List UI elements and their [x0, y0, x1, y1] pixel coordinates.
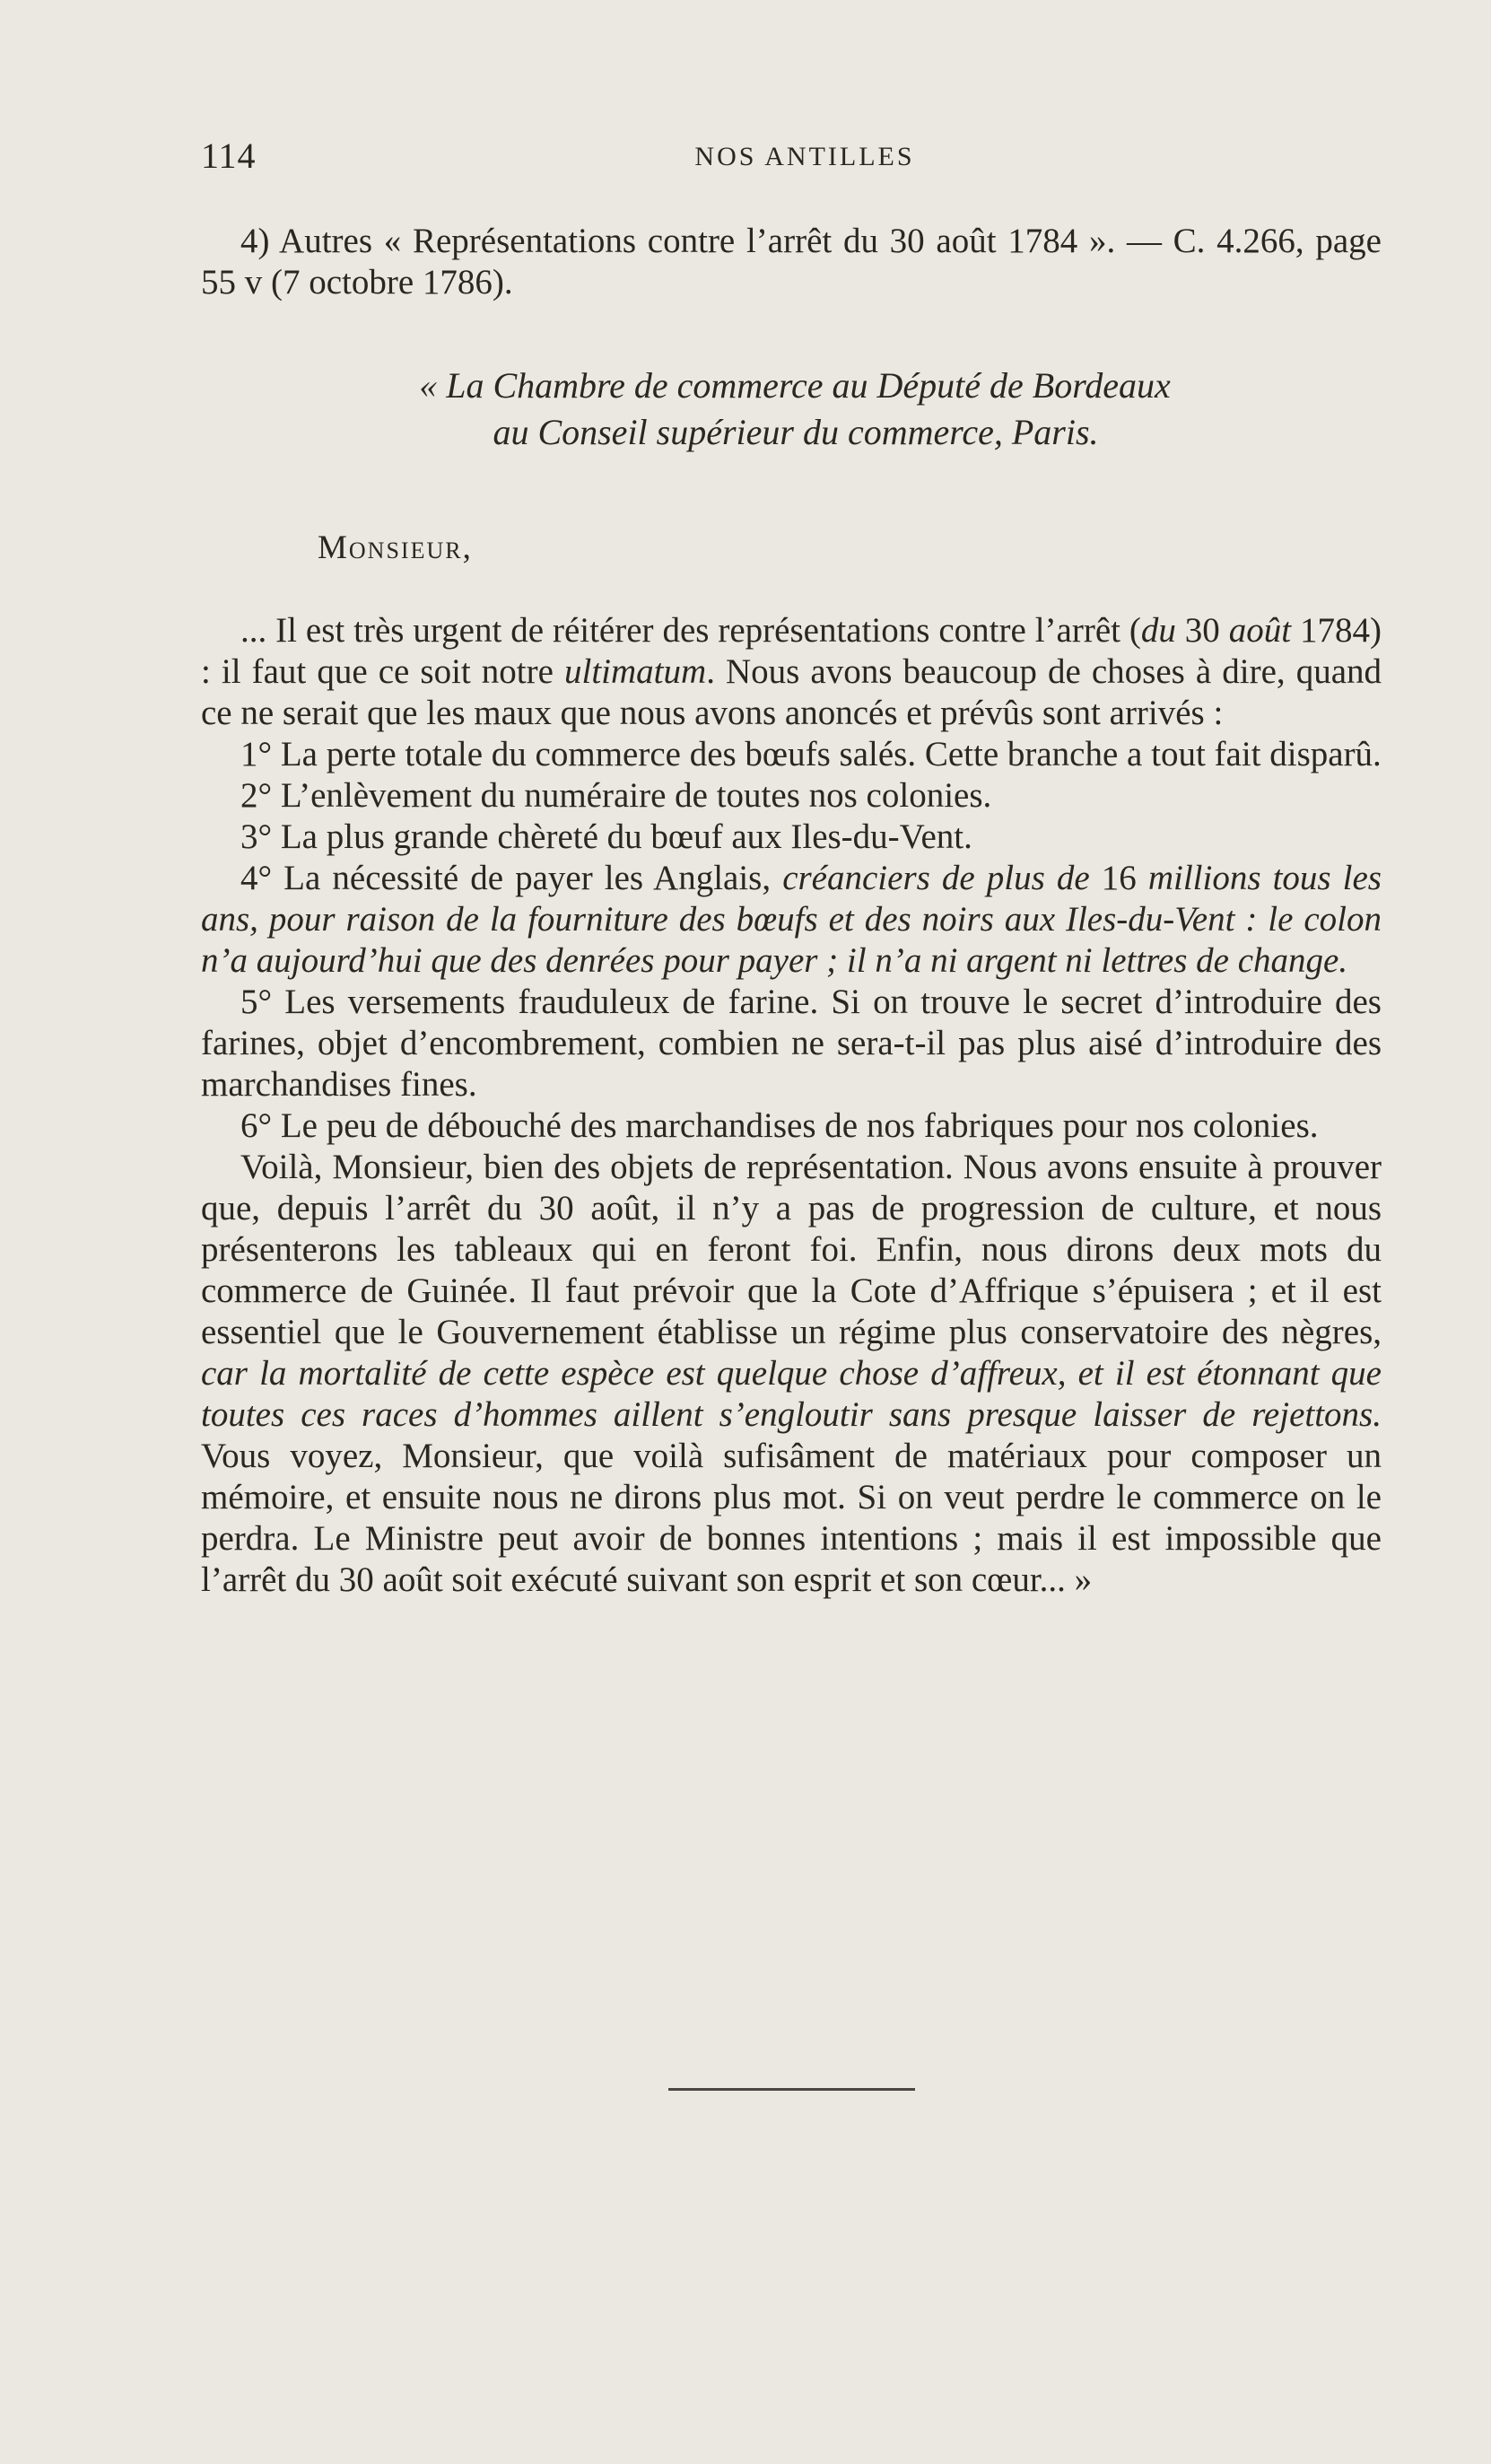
text-segment: 1784) : il faut que ce soit notre	[201, 611, 1382, 691]
salutation: Monsieur,	[318, 529, 473, 566]
text-segment: Voilà, Monsieur, bien des objets de représentation. Nous avons ensuite à prouver que, depuis l’arrêt du 30 août, il n’y a pas de progression de culture, et nous présenterons les tableaux qui en feront foi. Enfin, nous dirons deux mots du commerce de Guinée. Il faut prévoir que la Cote d’Affrique s’épuisera ; et il est essentiel que le Gouvernement établisse un régime plus conservatoire des nègres,	[201, 1148, 1382, 1351]
page-number: 114	[201, 135, 257, 176]
page-header	[201, 135, 1382, 179]
letter-title	[201, 363, 1382, 456]
italic-segment: août	[1228, 611, 1292, 650]
section-divider	[668, 2088, 915, 2091]
text-segment: . Nous avons beaucoup de choses à dire, quand ce ne serait que les maux que nous avons anoncés et prévûs sont arrivés :	[201, 652, 1382, 732]
text-segment: 4° La nécessité de payer les Anglais,	[240, 859, 783, 897]
intro-paragraph: 4) Autres « Représentations contre l’arrêt du 30 août 1784 ». — C. 4.266, page 55 v (7 octobre 1786).	[201, 222, 1382, 301]
text-segment: Vous voyez, Monsieur, que voilà sufisâment de matériaux pour composer un mémoire, et ensuite nous ne dirons plus mot. Si on veut perdre le commerce on le perdra. Le Ministre peut avoir de bonnes intentions ; mais il est impossible que l’arrêt du 30 août soit exécuté suivant son esprit et son cœur... »	[201, 1437, 1382, 1599]
list-item-3: 3° La plus grande chèreté du bœuf aux Iles-du-Vent.	[240, 817, 972, 856]
letter-title-line-1: « La Chambre de commerce au Député de Bordeaux	[419, 365, 1171, 406]
list-item-1: 1° La perte totale du commerce des bœufs salés. Cette branche a tout fait disparû.	[240, 735, 1382, 773]
running-title: NOS ANTILLES	[694, 142, 915, 171]
list-item-2: 2° L’enlèvement du numéraire de toutes nos colonies.	[240, 776, 992, 815]
letter-paragraph-opening	[201, 610, 1382, 734]
letter-title-line-2: au Conseil supérieur du commerce, Paris.	[493, 412, 1099, 452]
list-item-5: 5° Les versements frauduleux de farine. Si on trouve le secret d’introduire des farines, objet d’encombrement, combien ne sera-t-il pas plus aisé d’introduire des marchandises fines.	[201, 983, 1382, 1104]
italic-segment: créanciers de plus de	[782, 859, 1090, 897]
italic-segment: du	[1140, 611, 1176, 650]
letter-paragraph-closing	[201, 1147, 1382, 1601]
text-segment: 16	[1089, 859, 1148, 897]
list-item-6: 6° Le peu de débouché des marchandises de nos fabriques pour nos colonies.	[240, 1106, 1319, 1145]
text-segment: ... Il est très urgent de réitérer des représentations contre l’arrêt (	[240, 611, 1141, 650]
text-block	[201, 221, 1382, 1601]
letter-body	[201, 610, 1382, 1601]
italic-segment: car la mortalité de cette espèce est quelque chose d’affreux, et il est étonnant que toutes ces races d’hommes aillent s’engloutir sans presque laisser de rejettons.	[201, 1354, 1382, 1434]
italic-segment: millions tous les ans, pour raison de la fourniture des bœufs et des noirs aux Iles-du-Vent : le colon n’a aujourd’hui que des denrées pour payer ; il n’a ni argent ni lettres de change.	[201, 859, 1382, 980]
list-item-4	[201, 858, 1382, 982]
italic-segment: ultimatum	[564, 652, 707, 691]
text-segment: 30	[1175, 611, 1229, 650]
